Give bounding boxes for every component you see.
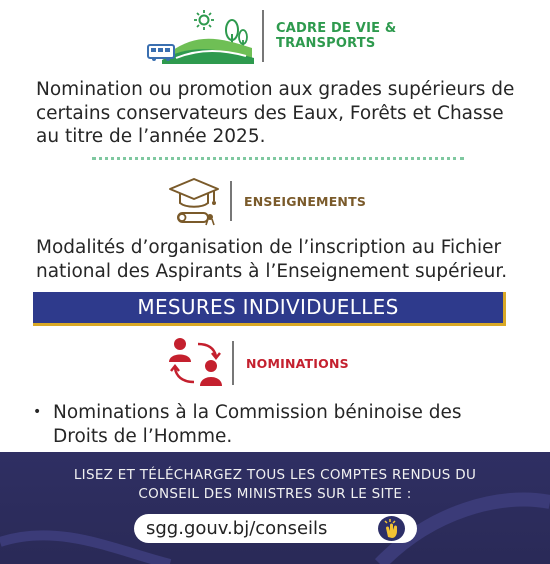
footer-line1: LISEZ ET TÉLÉCHARGEZ TOUS LES COMPTES RENDUS DU	[73, 467, 477, 483]
website-link[interactable]	[134, 514, 417, 543]
section-cadre-de-vie-header	[146, 8, 396, 64]
text-line: au titre de l’année 2025.	[36, 126, 266, 147]
category-label-line2: TRANSPORTS	[276, 36, 376, 51]
section2-text	[36, 236, 507, 283]
section3-text	[53, 401, 462, 448]
mesures-individuelles-banner: MESURES INDIVIDUELLES	[33, 292, 506, 326]
divider	[230, 181, 232, 221]
category-label: NOMINATIONS	[246, 355, 349, 371]
divider	[262, 10, 264, 62]
category-label: ENSEIGNEMENTS	[244, 193, 367, 209]
text-line: Nomination ou promotion aux grades supérieurs de	[36, 79, 515, 100]
category-label-line1: CADRE DE VIE &	[276, 21, 397, 36]
category-label	[276, 21, 396, 51]
landscape-bus-icon	[146, 8, 256, 64]
section3-bullet: •	[33, 404, 42, 420]
divider	[232, 341, 234, 385]
click-hand-icon	[378, 516, 405, 541]
text-line: national des Aspirants à l’Enseignement supérieur.	[36, 260, 508, 282]
section-nominations-header	[168, 336, 349, 390]
footer-line2: CONSEIL DES MINISTRES SUR LE SITE :	[138, 486, 412, 502]
section1-text	[36, 78, 514, 149]
text-line: certains conservateurs des Eaux, Forêts et Chasse	[36, 102, 504, 124]
text-line: Modalités d’organisation de l’inscription au Fichier	[36, 237, 502, 258]
section-enseignements-header	[166, 175, 366, 227]
website-url[interactable]: sgg.gouv.bj/conseils	[146, 518, 328, 539]
graduation-cap-diploma-icon	[166, 175, 222, 227]
text-line: Droits de l’Homme.	[53, 425, 233, 447]
people-exchange-icon	[168, 336, 224, 390]
dotted-separator	[92, 157, 464, 160]
text-line: Nominations à la Commission béninoise des	[53, 402, 462, 423]
